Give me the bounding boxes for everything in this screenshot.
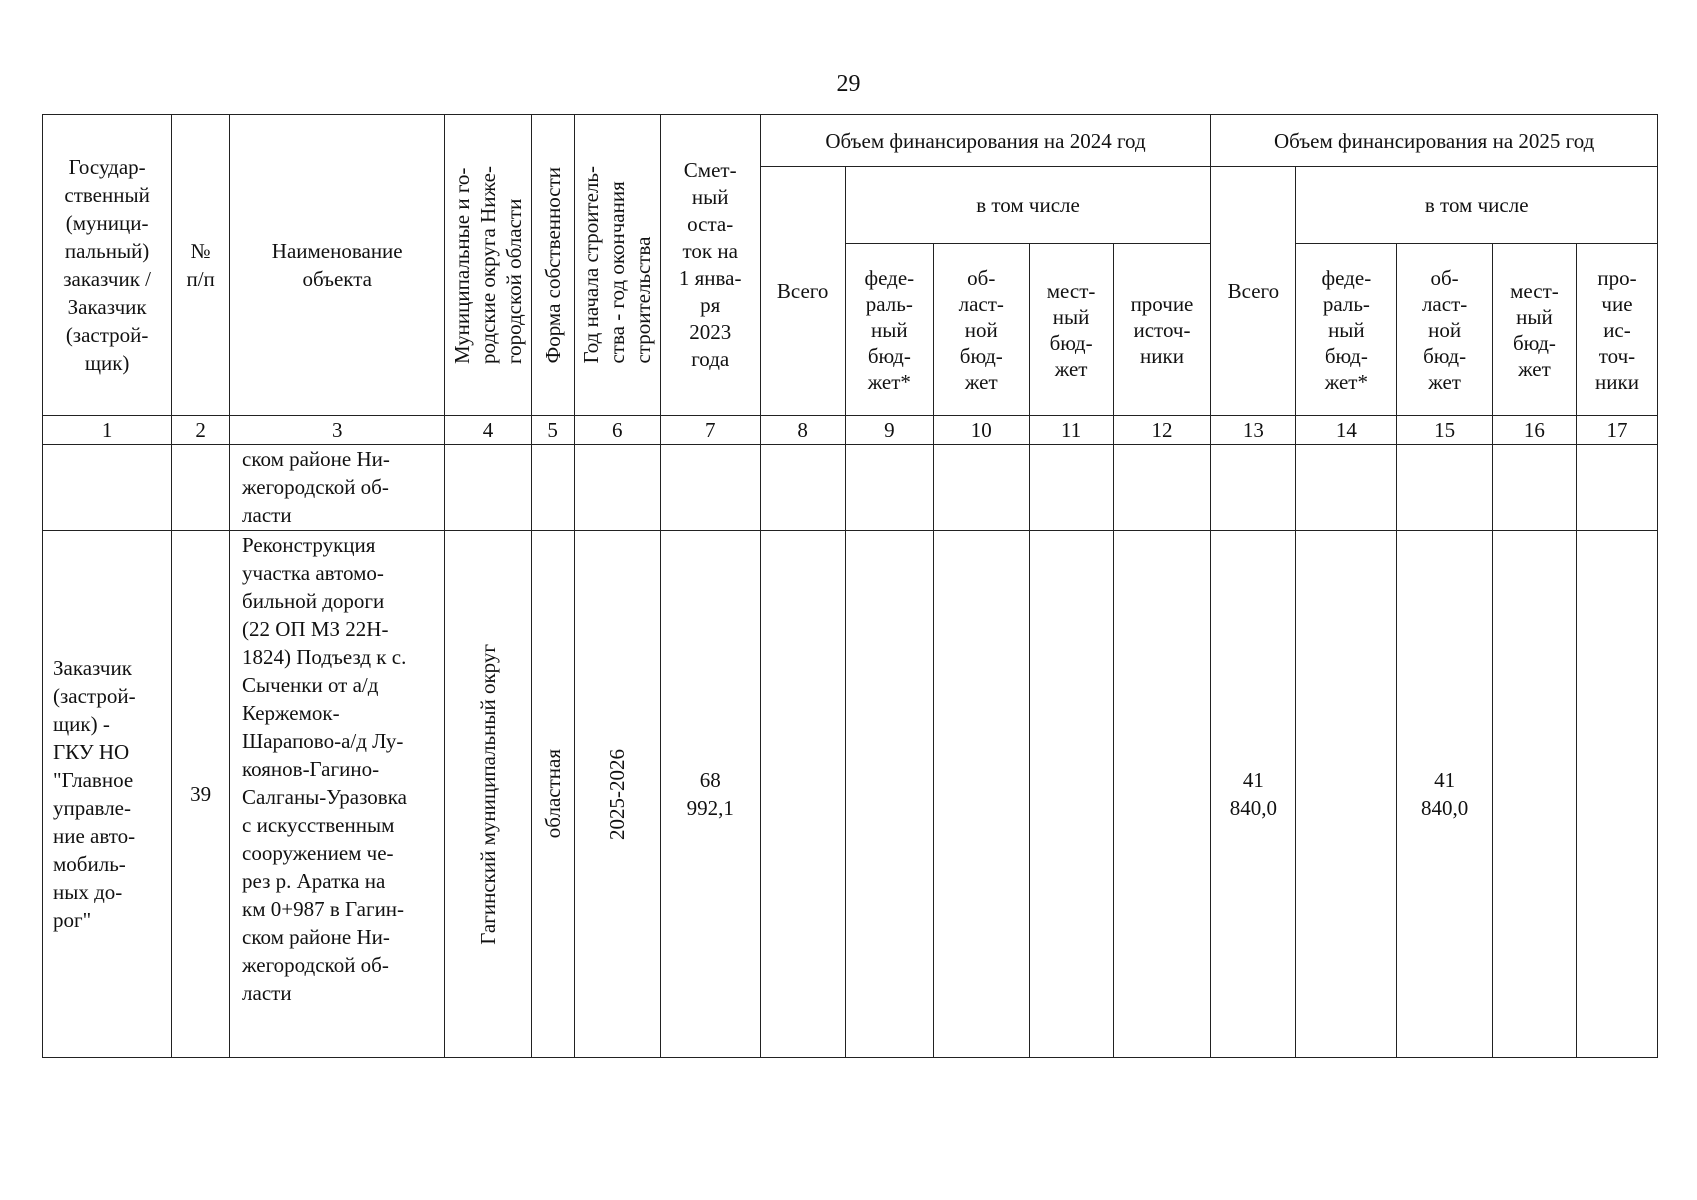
header-municipality-text: Муниципальные и го- родские округа Ниже- городской области — [449, 166, 526, 364]
column-number: 8 — [760, 416, 845, 445]
row-years — [574, 445, 660, 531]
row-regional-2024 — [933, 531, 1029, 1058]
header-other-2025: про- чие ис- точ- ники — [1576, 244, 1657, 416]
row-local-2025 — [1492, 445, 1576, 531]
header-estimate: Смет- ный оста- ток на 1 янва- ря 2023 года — [660, 115, 760, 416]
header-federal-2024: феде- раль- ный бюд- жет* — [845, 244, 933, 416]
row-object-name: ском районе Ни- жегородской об- ласти — [230, 445, 445, 531]
column-number: 3 — [230, 416, 445, 445]
row-other-2024 — [1113, 445, 1211, 531]
row-total-2024 — [760, 531, 845, 1058]
column-number: 6 — [574, 416, 660, 445]
row-number — [172, 445, 230, 531]
header-object-name: Наименование объекта — [230, 115, 445, 416]
row-local-2024 — [1029, 531, 1113, 1058]
row-ownership-text: областная — [540, 749, 565, 839]
row-federal-2025 — [1296, 531, 1397, 1058]
header-municipality — [445, 115, 531, 416]
header-regional-2024: об- ласт- ной бюд- жет — [933, 244, 1029, 416]
row-local-2024 — [1029, 445, 1113, 531]
column-number: 10 — [933, 416, 1029, 445]
header-ownership-text: Форма собственности — [540, 166, 565, 364]
header-including-2024: в том числе — [845, 167, 1211, 244]
header-regional-2025: об- ласт- ной бюд- жет — [1397, 244, 1493, 416]
column-number: 17 — [1576, 416, 1657, 445]
header-total-2025: Всего — [1211, 167, 1296, 416]
header-including-2025: в том числе — [1296, 167, 1658, 244]
column-number: 5 — [531, 416, 574, 445]
column-number: 11 — [1029, 416, 1113, 445]
table-row — [43, 445, 1658, 531]
row-local-2025 — [1492, 531, 1576, 1058]
row-regional-2025: 41 840,0 — [1397, 531, 1493, 1058]
header-federal-2025: феде- раль- ный бюд- жет* — [1296, 244, 1397, 416]
table-row — [43, 531, 1658, 1058]
column-numbers-row — [43, 416, 1658, 445]
header-ownership — [531, 115, 574, 416]
row-total-2025 — [1211, 445, 1296, 531]
column-number: 14 — [1296, 416, 1397, 445]
row-federal-2025 — [1296, 445, 1397, 531]
row-ownership — [531, 531, 574, 1058]
row-other-2025 — [1576, 445, 1657, 531]
column-number: 16 — [1492, 416, 1576, 445]
header-local-2025: мест- ный бюд- жет — [1492, 244, 1576, 416]
column-number: 7 — [660, 416, 760, 445]
column-number: 4 — [445, 416, 531, 445]
header-customer: Государ- ственный (муници- пальный) заказчик / Заказчик (застрой- щик) — [43, 115, 172, 416]
row-years — [574, 531, 660, 1058]
header-total-2024: Всего — [760, 167, 845, 416]
header-row-1 — [43, 115, 1658, 167]
row-federal-2024 — [845, 445, 933, 531]
row-number: 39 — [172, 531, 230, 1058]
investment-table — [42, 114, 1658, 1058]
column-number: 2 — [172, 416, 230, 445]
column-number: 1 — [43, 416, 172, 445]
row-regional-2024 — [933, 445, 1029, 531]
row-other-2025 — [1576, 531, 1657, 1058]
row-customer: Заказчик (застрой- щик) - ГКУ НО "Главное управле- ние авто- мобиль- ных до- рог" — [43, 531, 172, 1058]
header-local-2024: мест- ный бюд- жет — [1029, 244, 1113, 416]
column-number: 9 — [845, 416, 933, 445]
column-number: 13 — [1211, 416, 1296, 445]
header-years-text: Год начала строитель- ства - год окончания строительства — [579, 166, 656, 364]
header-number: № п/п — [172, 115, 230, 416]
row-municipality-text: Гагинский муниципальный округ — [475, 643, 500, 945]
row-estimate — [660, 445, 760, 531]
row-municipality — [445, 531, 531, 1058]
row-object-name: Реконструкция участка автомо- бильной дороги (22 ОП МЗ 22Н- 1824) Подъезд к с. Сыченки от а/д Кержемок- Шарапово-а/д Лу- коянов-Гагино- Салганы-Уразовка с искусственным сооружением че- рез р. Аратка на км 0+987 в Гагин- ском районе Ни- жегородской об- ласти — [230, 531, 445, 1058]
header-other-2024: прочие источ- ники — [1113, 244, 1211, 416]
row-municipality — [445, 445, 531, 531]
row-total-2024 — [760, 445, 845, 531]
row-estimate: 68 992,1 — [660, 531, 760, 1058]
header-years — [574, 115, 660, 416]
row-regional-2025 — [1397, 445, 1493, 531]
header-funding-2025: Объем финансирования на 2025 год — [1211, 115, 1658, 167]
header-funding-2024: Объем финансирования на 2024 год — [760, 115, 1211, 167]
row-ownership — [531, 445, 574, 531]
row-customer — [43, 445, 172, 531]
column-number: 12 — [1113, 416, 1211, 445]
row-federal-2024 — [845, 531, 933, 1058]
row-total-2025: 41 840,0 — [1211, 531, 1296, 1058]
page-number: 29 — [836, 71, 861, 97]
column-number: 15 — [1397, 416, 1493, 445]
row-other-2024 — [1113, 531, 1211, 1058]
row-years-text: 2025-2026 — [605, 748, 630, 840]
